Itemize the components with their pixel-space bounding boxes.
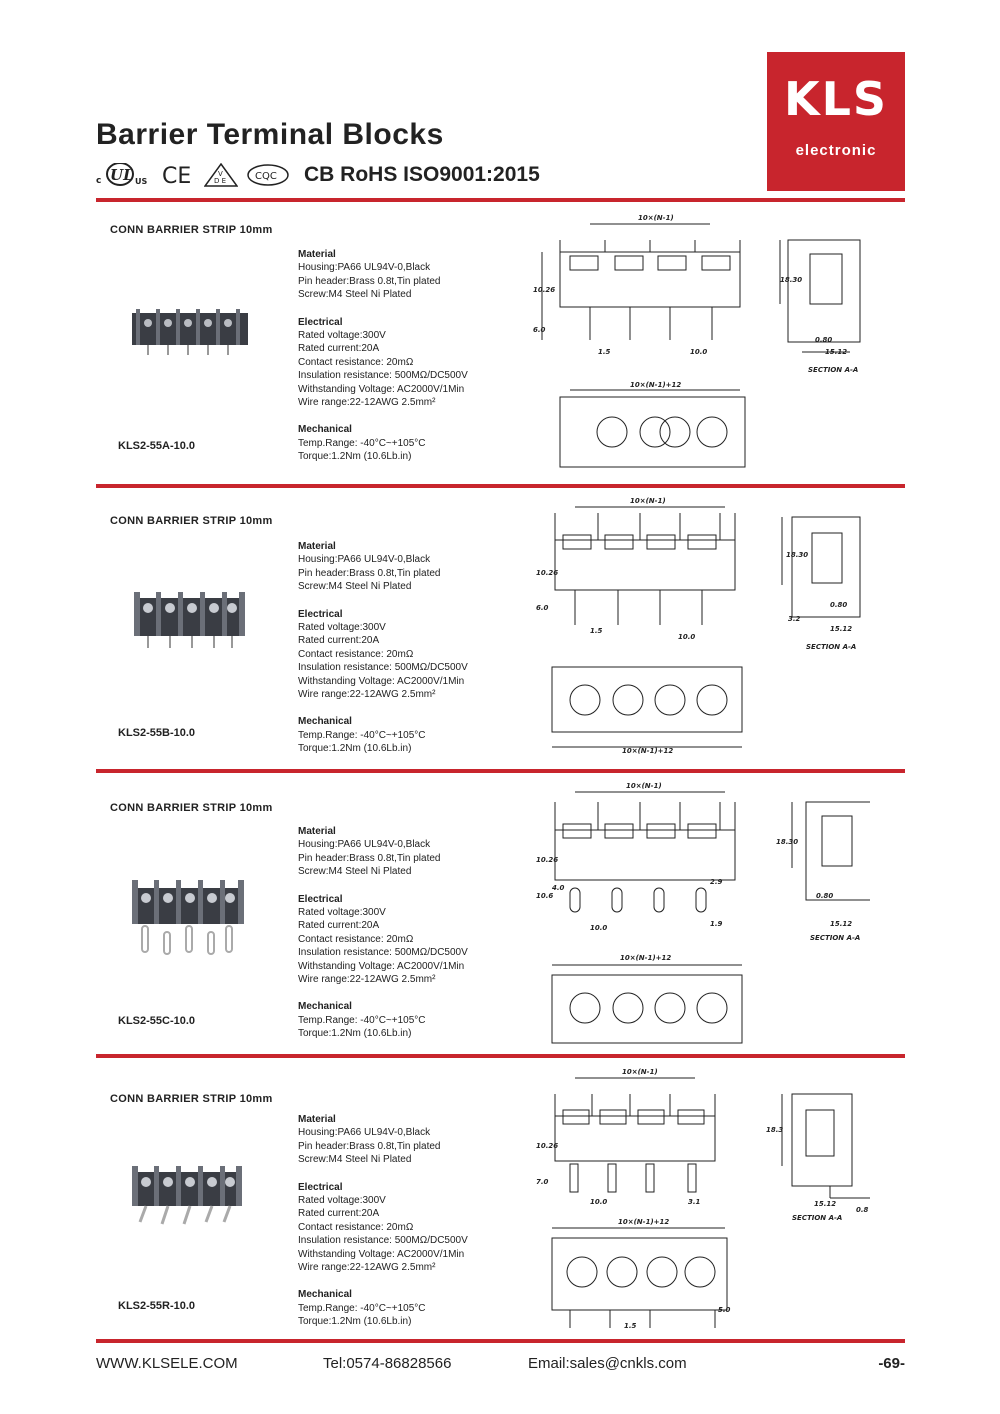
- model-number: KLS2-55B-10.0: [118, 727, 196, 739]
- section-title: CONN BARRIER STRIP 10mm: [110, 802, 273, 814]
- footer-website: WWW.KLSELE.COM: [96, 1355, 238, 1372]
- svg-text:CQC: CQC: [255, 171, 277, 182]
- dim-overall: 10×(N-1)+12: [618, 1218, 670, 1226]
- spec-line: Contact resistance: 20mΩ: [298, 933, 414, 945]
- dim-c: 3.1: [688, 1198, 701, 1206]
- spec-line: Housing:PA66 UL94V-0,Black: [298, 1127, 431, 1139]
- spec-line: Screw:M4 Steel Ni Plated: [298, 581, 412, 593]
- dim-a: 1.5: [590, 627, 603, 635]
- material-heading: Material: [298, 1114, 336, 1125]
- spec-line: Wire range:22-12AWG 2.5mm²: [298, 397, 436, 409]
- spec-line: Screw:M4 Steel Ni Plated: [298, 866, 412, 878]
- dim-pin: 10.6: [536, 892, 554, 900]
- section-title: CONN BARRIER STRIP 10mm: [110, 1093, 273, 1105]
- spec-line: Pin header:Brass 0.8t,Tin plated: [298, 275, 441, 287]
- ce-icon: [162, 163, 196, 187]
- page-number: -69-: [878, 1355, 905, 1372]
- dim-height: 10.26: [536, 1142, 559, 1150]
- dim-pin: 6.0: [533, 326, 546, 334]
- dim-side-h: 18.30: [780, 276, 803, 284]
- page-title: Barrier Terminal Blocks: [96, 118, 444, 151]
- section-divider: [96, 1054, 905, 1058]
- spec-line: Withstanding Voltage: AC2000V/1Min: [298, 675, 465, 687]
- spec-line: Insulation resistance: 500MΩ/DC500V: [298, 370, 468, 382]
- model-number: KLS2-55A-10.0: [118, 440, 196, 452]
- spec-line: Housing:PA66 UL94V-0,Black: [298, 839, 431, 851]
- spec-line: Contact resistance: 20mΩ: [298, 1221, 414, 1233]
- spec-block: [298, 825, 468, 1041]
- section-label: SECTION A-A: [810, 934, 861, 942]
- spec-line: Pin header:Brass 0.8t,Tin plated: [298, 567, 441, 579]
- section-title: CONN BARRIER STRIP 10mm: [110, 224, 273, 236]
- dim-pin: 7.0: [536, 1178, 549, 1186]
- spec-line: Wire range:22-12AWG 2.5mm²: [298, 974, 436, 986]
- spec-line: Temp.Range: -40°C~+105°C: [298, 1014, 426, 1026]
- spec-line: Temp.Range: -40°C~+105°C: [298, 1302, 426, 1314]
- dim-b: 10.0: [690, 348, 708, 356]
- footer-email: Email:sales@cnkls.com: [528, 1355, 687, 1372]
- cqc-icon: [246, 163, 290, 187]
- dim-b: 10.0: [590, 1198, 608, 1206]
- spec-line: Insulation resistance: 500MΩ/DC500V: [298, 662, 468, 674]
- electrical-heading: Electrical: [298, 893, 343, 905]
- mechanical-heading: Mechanical: [298, 716, 352, 728]
- footer-divider: [96, 1339, 905, 1343]
- svg-text:c: c: [96, 176, 102, 186]
- dim-side-w: 15.12: [825, 348, 848, 356]
- section-label: SECTION A-A: [792, 1214, 843, 1222]
- dim-side-a: 0.80: [815, 336, 833, 344]
- spec-line: Rated voltage:300V: [298, 330, 386, 342]
- dim-pitch: 10×(N-1): [626, 782, 662, 790]
- spec-line: Contact resistance: 20mΩ: [298, 648, 414, 660]
- spec-line: Housing:PA66 UL94V-0,Black: [298, 262, 431, 274]
- header-divider: [96, 198, 905, 202]
- section-divider: [96, 769, 905, 773]
- section-label: SECTION A-A: [808, 366, 859, 374]
- electrical-heading: Electrical: [298, 316, 343, 328]
- dim-a: 1.5: [598, 348, 611, 356]
- spec-line: Rated current:20A: [298, 920, 380, 932]
- mechanical-heading: Mechanical: [298, 424, 352, 436]
- dim-pitch: 10×(N-1): [630, 497, 666, 505]
- model-number: KLS2-55C-10.0: [118, 1015, 196, 1027]
- dim-a: 4.0: [552, 884, 565, 892]
- spec-line: Screw:M4 Steel Ni Plated: [298, 1154, 412, 1166]
- svg-text:D E: D E: [214, 177, 227, 185]
- dim-side-a: 0.80: [816, 892, 834, 900]
- dim-side-w: 15.12: [830, 920, 853, 928]
- dim-side-a: 0.8: [856, 1206, 869, 1214]
- spec-block: [298, 540, 468, 756]
- svg-text:UL: UL: [110, 166, 134, 184]
- spec-line: Withstanding Voltage: AC2000V/1Min: [298, 383, 465, 395]
- material-heading: Material: [298, 826, 336, 837]
- dim-side-h: 18.30: [776, 838, 799, 846]
- dim-overall: 10×(N-1)+12: [620, 954, 672, 962]
- kls-logo: [767, 52, 905, 191]
- terminal-block-photo: [120, 588, 260, 652]
- section-label: SECTION A-A: [806, 643, 857, 651]
- spec-line: Screw:M4 Steel Ni Plated: [298, 289, 412, 301]
- dim-side-a: 0.80: [830, 601, 848, 609]
- dimension-drawing: [530, 495, 870, 760]
- svg-text:V: V: [218, 170, 223, 178]
- dim-c: 2.9: [710, 878, 723, 886]
- certifications-text: CB RoHS ISO9001:2015: [304, 163, 540, 186]
- model-number: KLS2-55R-10.0: [118, 1300, 196, 1312]
- svg-text:CE: CE: [162, 164, 192, 187]
- electrical-heading: Electrical: [298, 1181, 343, 1193]
- logo-subtitle: electronic: [795, 142, 877, 159]
- spec-line: Housing:PA66 UL94V-0,Black: [298, 554, 431, 566]
- dim-height: 10.26: [536, 569, 559, 577]
- spec-line: Rated voltage:300V: [298, 1195, 386, 1207]
- dim-e: 5.0: [718, 1306, 731, 1314]
- dim-height: 10.26: [533, 286, 556, 294]
- spec-line: Withstanding Voltage: AC2000V/1Min: [298, 1248, 465, 1260]
- terminal-block-photo: [120, 1162, 260, 1234]
- mechanical-heading: Mechanical: [298, 1289, 352, 1301]
- dim-overall: 10×(N-1)+12: [622, 747, 674, 755]
- footer-tel: Tel:0574-86828566: [323, 1355, 452, 1372]
- spec-line: Torque:1.2Nm (10.6Lb.in): [298, 1316, 412, 1328]
- spec-line: Insulation resistance: 500MΩ/DC500V: [298, 1235, 468, 1247]
- spec-line: Torque:1.2Nm (10.6Lb.in): [298, 743, 412, 755]
- dim-overall: 10×(N-1)+12: [630, 381, 682, 389]
- mechanical-heading: Mechanical: [298, 1001, 352, 1013]
- spec-line: Rated current:20A: [298, 1208, 380, 1220]
- dimension-drawing: [530, 1066, 870, 1338]
- dim-side-c: 3.2: [788, 615, 801, 623]
- dim-pitch: 10×(N-1): [638, 214, 674, 222]
- spec-block: [298, 1113, 468, 1329]
- spec-line: Insulation resistance: 500MΩ/DC500V: [298, 947, 468, 959]
- terminal-block-photo: [120, 876, 260, 958]
- dimension-drawing: [530, 780, 870, 1052]
- dim-b: 10.0: [590, 924, 608, 932]
- spec-block: [298, 248, 468, 464]
- dim-side-w: 15.12: [830, 625, 853, 633]
- section-divider: [96, 484, 905, 488]
- dimension-drawing: [530, 212, 870, 474]
- dim-a: 1.5: [624, 1322, 637, 1330]
- dim-height: 10.26: [536, 856, 559, 864]
- dim-b: 10.0: [678, 633, 696, 641]
- logo-brand: KLS: [783, 72, 889, 126]
- spec-line: Pin header:Brass 0.8t,Tin plated: [298, 852, 441, 864]
- spec-line: Temp.Range: -40°C~+105°C: [298, 437, 426, 449]
- section-title: CONN BARRIER STRIP 10mm: [110, 515, 273, 527]
- spec-line: Pin header:Brass 0.8t,Tin plated: [298, 1140, 441, 1152]
- spec-line: Rated voltage:300V: [298, 622, 386, 634]
- spec-line: Wire range:22-12AWG 2.5mm²: [298, 1262, 436, 1274]
- dim-pitch: 10×(N-1): [622, 1068, 658, 1076]
- material-heading: Material: [298, 249, 336, 260]
- dim-side-h: 18.3: [766, 1126, 784, 1134]
- spec-line: Wire range:22-12AWG 2.5mm²: [298, 689, 436, 701]
- spec-line: Rated voltage:300V: [298, 907, 386, 919]
- terminal-block-photo: [120, 305, 260, 357]
- spec-line: Contact resistance: 20mΩ: [298, 356, 414, 368]
- vde-icon: [204, 163, 238, 187]
- material-heading: Material: [298, 541, 336, 552]
- spec-line: Withstanding Voltage: AC2000V/1Min: [298, 960, 465, 972]
- spec-line: Rated current:20A: [298, 635, 380, 647]
- electrical-heading: Electrical: [298, 608, 343, 620]
- spec-line: Torque:1.2Nm (10.6Lb.in): [298, 1028, 412, 1040]
- svg-text:US: US: [135, 177, 148, 186]
- spec-line: Temp.Range: -40°C~+105°C: [298, 729, 426, 741]
- certifications-row: [96, 162, 540, 188]
- dim-d: 1.9: [710, 920, 723, 928]
- dim-pin: 6.0: [536, 604, 549, 612]
- spec-line: Rated current:20A: [298, 343, 380, 355]
- dim-side-h: 18.30: [786, 551, 809, 559]
- spec-line: Torque:1.2Nm (10.6Lb.in): [298, 451, 412, 463]
- cul-us-icon: [96, 163, 154, 187]
- dim-side-w: 15.12: [814, 1200, 837, 1208]
